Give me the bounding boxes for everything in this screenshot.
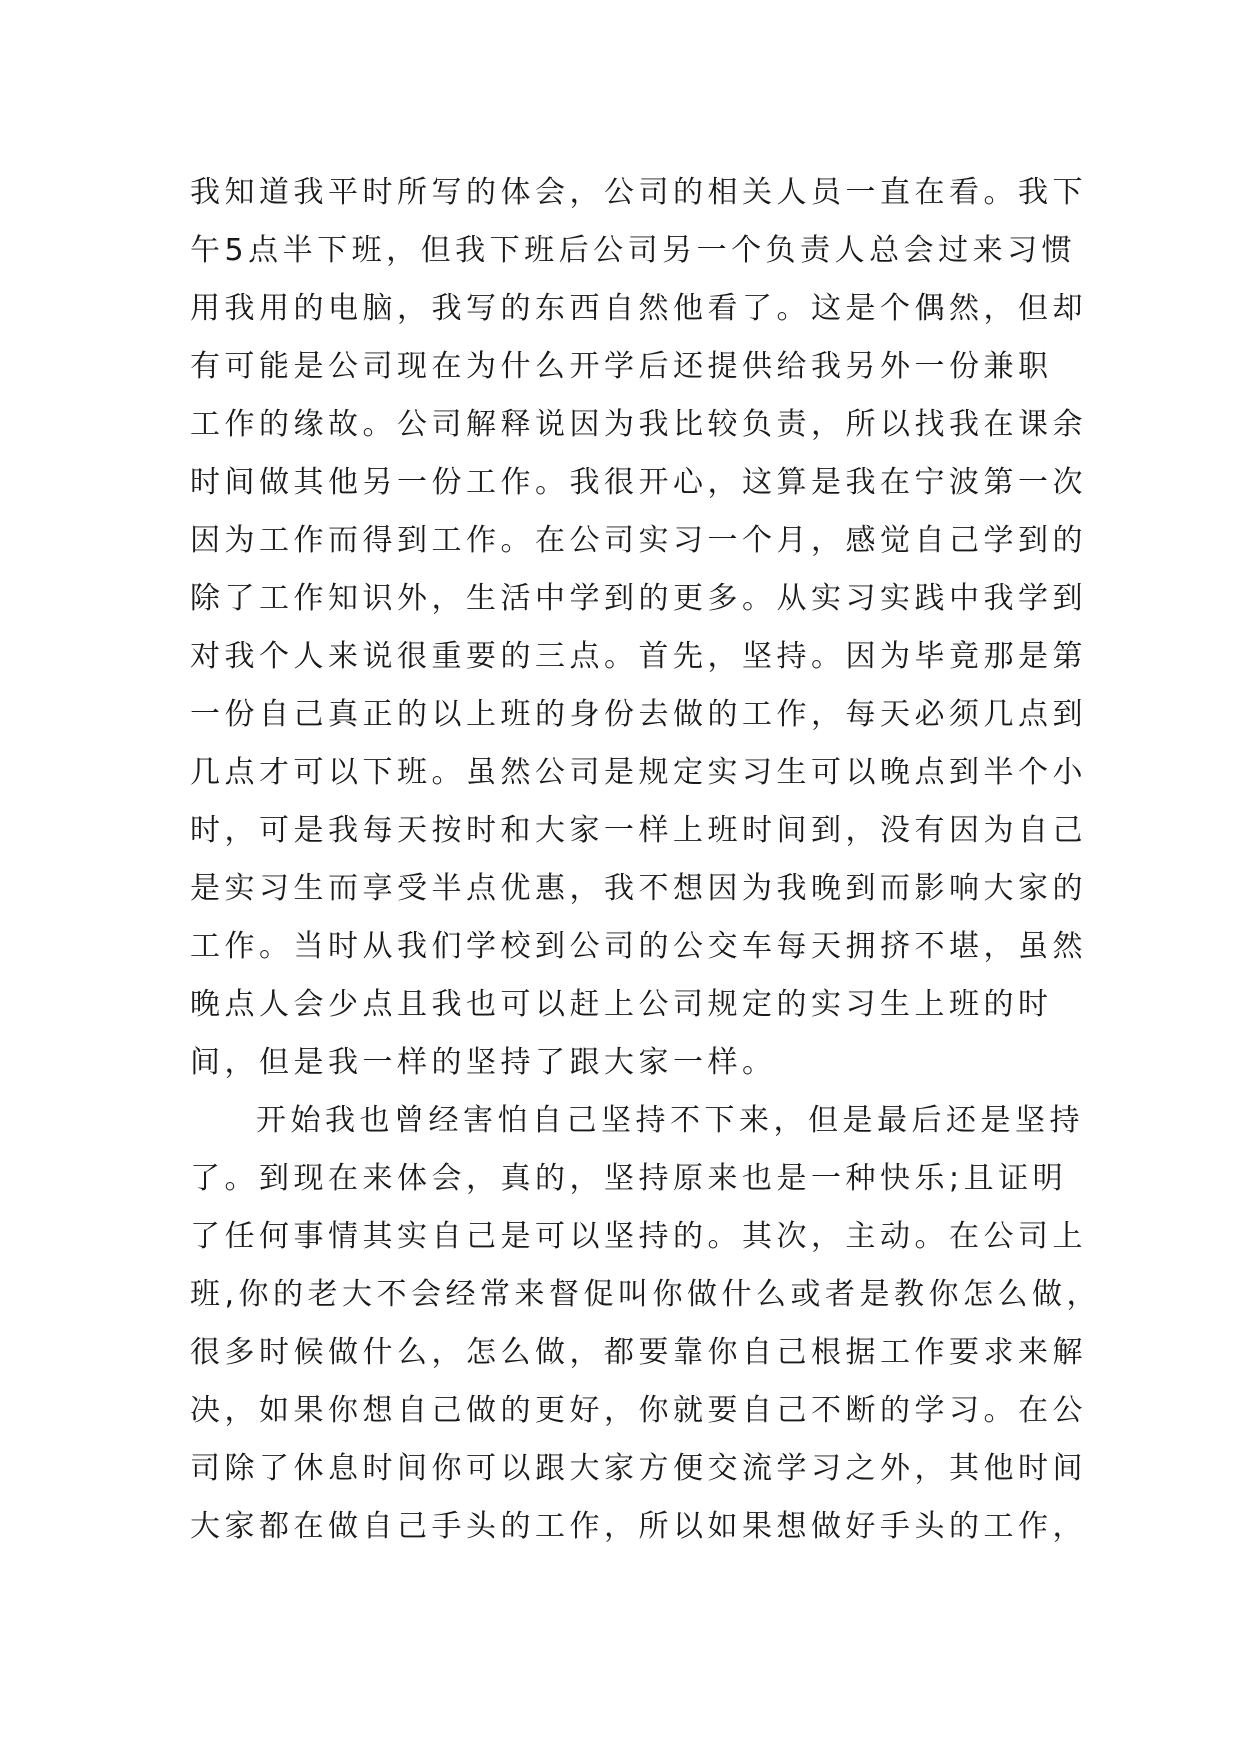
text-line: 司除了休息时间你可以跟大家方便交流学习之外，其他时间: [190, 1451, 1087, 1486]
document-body: [190, 164, 1102, 1556]
text-line: 我知道我平时所写的体会，公司的相关人员一直在看。我下: [190, 175, 1087, 210]
text-line: 时间做其他另一份工作。我很开心，这算是我在宁波第一次: [190, 465, 1087, 500]
text-line: 一份自己真正的以上班的身份去做的工作，每天必须几点到: [190, 697, 1087, 732]
paragraph-1: [190, 164, 1087, 1092]
text-line: 几点才可以下班。虽然公司是规定实习生可以晚点到半个小: [190, 755, 1087, 790]
text-line: 时，可是我每天按时和大家一样上班时间到，没有因为自己: [190, 813, 1087, 848]
text-line: 是实习生而享受半点优惠，我不想因为我晚到而影响大家的: [190, 871, 1087, 906]
text-line: 工作的缘故。公司解释说因为我比较负责，所以找我在课余: [190, 407, 1087, 442]
text-line: 晚点人会少点且我也可以赶上公司规定的实习生上班的时: [190, 987, 1053, 1022]
text-line: 开始我也曾经害怕自己坚持不下来，但是最后还是坚持: [256, 1103, 1084, 1138]
text-line: 用我用的电脑，我写的东西自然他看了。这是个偶然，但却: [190, 291, 1087, 326]
text-line: 对我个人来说很重要的三点。首先，坚持。因为毕竟那是第: [190, 639, 1087, 674]
text-line: 大家都在做自己手头的工作，所以如果想做好手头的工作，: [190, 1509, 1087, 1544]
text-line: 有可能是公司现在为什么开学后还提供给我另外一份兼职: [190, 349, 1053, 384]
text-line: 决，如果你想自己做的更好，你就要自己不断的学习。在公: [190, 1393, 1087, 1428]
text-line: 班,你的老大不会经常来督促叫你做什么或者是教你怎么做，: [190, 1277, 1102, 1312]
text-line: 很多时候做什么，怎么做，都要靠你自己根据工作要求来解: [190, 1335, 1087, 1370]
text-line: 午5点半下班，但我下班后公司另一个负责人总会过来习惯: [190, 233, 1077, 268]
text-line: 除了工作知识外，生活中学到的更多。从实习实践中我学到: [190, 581, 1087, 616]
text-line: 因为工作而得到工作。在公司实习一个月，感觉自己学到的: [190, 523, 1087, 558]
text-line: 了。到现在来体会，真的，坚持原来也是一种快乐;且证明: [190, 1161, 1068, 1196]
text-line: 间，但是我一样的坚持了跟大家一样。: [190, 1045, 777, 1080]
text-line: 工作。当时从我们学校到公司的公交车每天拥挤不堪，虽然: [190, 929, 1087, 964]
paragraph-2: [190, 1092, 1102, 1556]
text-line: 了任何事情其实自己是可以坚持的。其次，主动。在公司上: [190, 1219, 1087, 1254]
